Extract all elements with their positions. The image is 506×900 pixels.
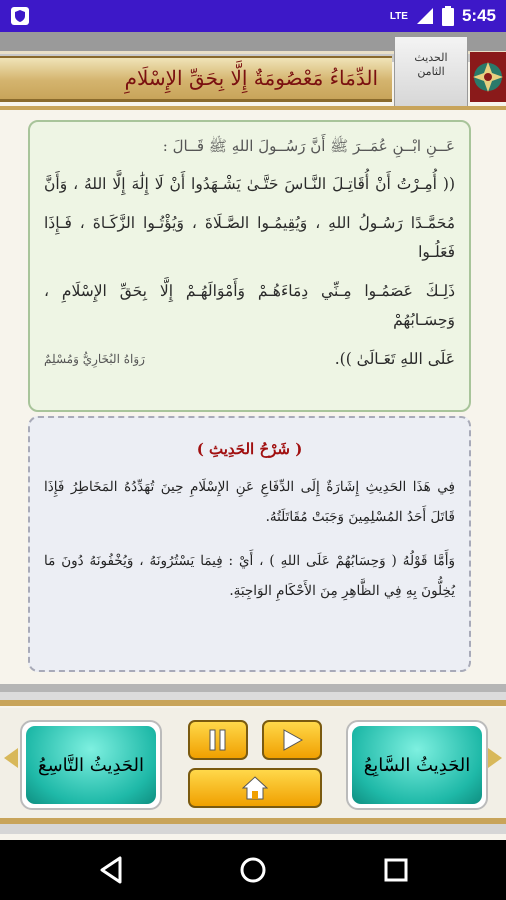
arrow-left-icon [4, 748, 18, 768]
android-navigation-bar [0, 840, 506, 900]
play-button[interactable] [262, 720, 322, 760]
explanation-box [28, 416, 471, 672]
network-type: LTE [389, 10, 408, 22]
prev-hadith-label: الحَدِيثُ التَّاسِعُ [37, 754, 145, 776]
page-title: الدِّمَاءُ مَعْصُومَةٌ إِلَّا بِحَقِّ الإِسْلَامِ [124, 66, 378, 90]
signal-icon [416, 7, 434, 25]
hadith-line-4: عَلَى اللهِ تَعَـالَىٰ )). [334, 350, 455, 368]
islamic-ornament-icon [470, 52, 506, 102]
next-hadith-label: الحَدِيثُ السَّابِعُ [363, 754, 471, 776]
status-bar [0, 0, 506, 32]
decor-stripe [0, 684, 506, 692]
badge-line-1: الحديث [414, 51, 448, 64]
prev-hadith-button[interactable] [20, 720, 162, 810]
explanation-paragraph-2: وَأَمَّا قَوْلُهُ ( وَحِسَابُهُمْ عَلَى اللهِ ) ، أَيْ : فِيمَا يَسْتُرُونَهُ ، وَيُخْفُونَهُ دُونَ مَا يُخِلُّونَ بِهِ فِي الظَّاهِرِ مِنَ الأَحْكَامِ الوَاجِبَةِ. [44, 553, 455, 599]
hadith-intro: عَــنِ ابْــنِ عُمَــرَ ﷺ أَنَّ رَسُــولَ اللهِ ﷺ قَــالَ : [162, 137, 455, 155]
battery-icon [442, 6, 454, 26]
pause-button[interactable] [188, 720, 248, 760]
home-circle-icon[interactable] [237, 854, 269, 886]
home-button[interactable] [188, 768, 322, 808]
next-hadith-button[interactable] [346, 720, 488, 810]
gold-divider [0, 106, 506, 110]
app-notification-icon [10, 6, 30, 26]
hadith-line-3: ذَلِـكَ عَصَمُـوا مِـنِّي دِمَاءَهُـمْ وَأَمْوَالَهُـمْ إِلَّا بِحَقِّ الإِسْلَامِ ، وَحِسَـابُهُمْ [44, 282, 455, 329]
explanation-paragraph-1: فِي هَذَا الحَدِيثِ إِشَارَةٌ إِلَى الدِّفَاعِ عَنِ الإِسْلَامِ حِينَ تُهَدِّدُهُ المَخَاطِرُ فَإِذَا قَاتَلَ أَحَدُ المُسْلِمِينَ وَجَبَتْ مُقَاتَلَتُهُ. [44, 479, 455, 525]
hadith-number-badge [394, 36, 468, 108]
pause-icon [208, 729, 228, 751]
hadith-last-line [44, 345, 455, 374]
clock: 5:45 [461, 6, 496, 25]
recents-icon[interactable] [380, 854, 412, 886]
app-screen [0, 32, 506, 840]
hadith-text-box [28, 120, 471, 412]
explanation-title: ( شَرْحُ الحَدِيثِ ) [196, 440, 303, 458]
play-icon [281, 729, 303, 751]
title-banner [0, 56, 392, 102]
arrow-right-icon [488, 748, 502, 768]
hadith-line-2: مُحَمَّـدًا رَسُـولُ اللهِ ، وَيُقِيمُـوا الصَّـلَاةَ ، وَيُؤْتُـوا الزَّكَـاةَ ، فَـإِذَا فَعَلُـوا [44, 214, 455, 261]
bottom-navigation [0, 708, 506, 818]
badge-line-2: الثامن [417, 65, 445, 78]
home-icon [242, 776, 268, 800]
back-icon[interactable] [96, 854, 128, 886]
decor-stripe [0, 700, 506, 706]
decor-stripe [0, 692, 506, 700]
hadith-line-1: (( أُمِـرْتُ أَنْ أُقَاتِـلَ النَّـاسَ حَتَّـىٰ يَشْـهَدُوا أَنْ لَا إِلَٰهَ إِلَّا اللهُ ، وَأَنَّ [44, 175, 455, 193]
decor-stripe [0, 824, 506, 834]
hadith-source: رَوَاهُ البُخَارِيُّ وَمُسْلِمٌ [44, 352, 145, 366]
